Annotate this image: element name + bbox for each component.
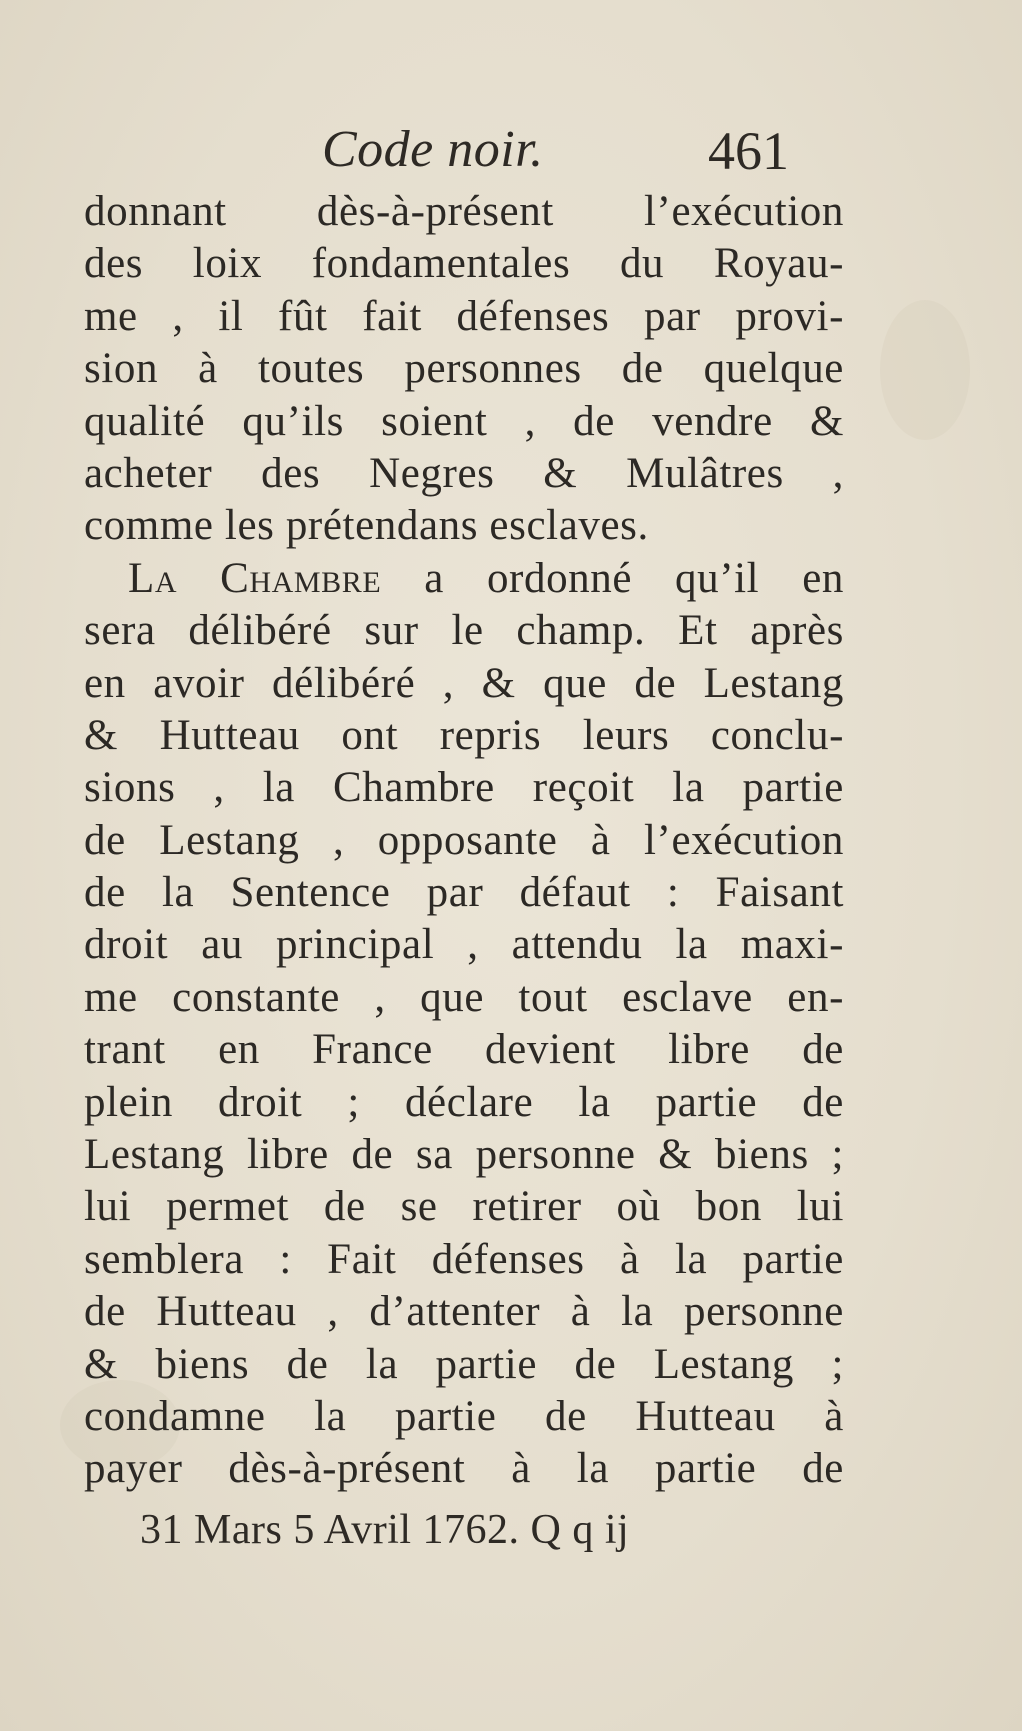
body-text (84, 186, 844, 1496)
text-line: me constante , que tout esclave en- (84, 973, 844, 1021)
text-line: payer dès-à-présent à la partie de (84, 1445, 844, 1493)
signature-mark: 31 Mars 5 Avril 1762. Q q ij (140, 1507, 630, 1553)
text-line: & biens de la partie de Lestang ; (84, 1340, 844, 1388)
text-line: Lestang libre de sa personne & biens ; (84, 1131, 844, 1179)
text-line: condamne la partie de Hutteau à (84, 1392, 844, 1440)
paragraph-start-line: La Chambre a ordonné qu’il en (128, 554, 844, 602)
text-line: de la Sentence par défaut : Faisant (84, 869, 844, 917)
small-caps-lead: La Chambre (128, 554, 382, 602)
text-line: sera délibéré sur le champ. Et après (84, 607, 844, 655)
text-line: sions , la Chambre reçoit la partie (84, 764, 844, 812)
page-number: 461 (708, 121, 789, 181)
text-line: en avoir délibéré , & que de Lestang (84, 659, 844, 707)
running-title: Code noir. (322, 121, 544, 178)
text-line: des loix fondamentales du Royau- (84, 240, 844, 288)
text-line: trant en France devient libre de (84, 1026, 844, 1074)
text-line: de Lestang , opposante à l’exécution (84, 816, 844, 864)
text-line: de Hutteau , d’attenter à la personne (84, 1288, 844, 1336)
page-footer (0, 1506, 1022, 1566)
text-line: plein droit ; déclare la partie de (84, 1078, 844, 1126)
text-line: donnant dès-à-présent l’exécution (84, 188, 844, 235)
text-line: sion à toutes personnes de quelque (84, 345, 844, 393)
text-line: lui permet de se retirer où bon lui (84, 1183, 844, 1231)
text-line: comme les prétendans esclaves. (84, 502, 649, 550)
text-line: qualité qu’ils soient , de vendre & (84, 397, 844, 445)
text-line: me , il fût fait défenses par provi- (84, 292, 844, 340)
text-line: & Hutteau ont repris leurs conclu- (84, 711, 844, 759)
text-line: acheter des Negres & Mulâtres , (84, 449, 844, 497)
paper-stain (880, 300, 970, 440)
text-line: semblera : Fait défenses à la partie (84, 1235, 844, 1283)
page-header (0, 120, 1022, 190)
text-line: droit au principal , attendu la maxi- (84, 921, 844, 969)
